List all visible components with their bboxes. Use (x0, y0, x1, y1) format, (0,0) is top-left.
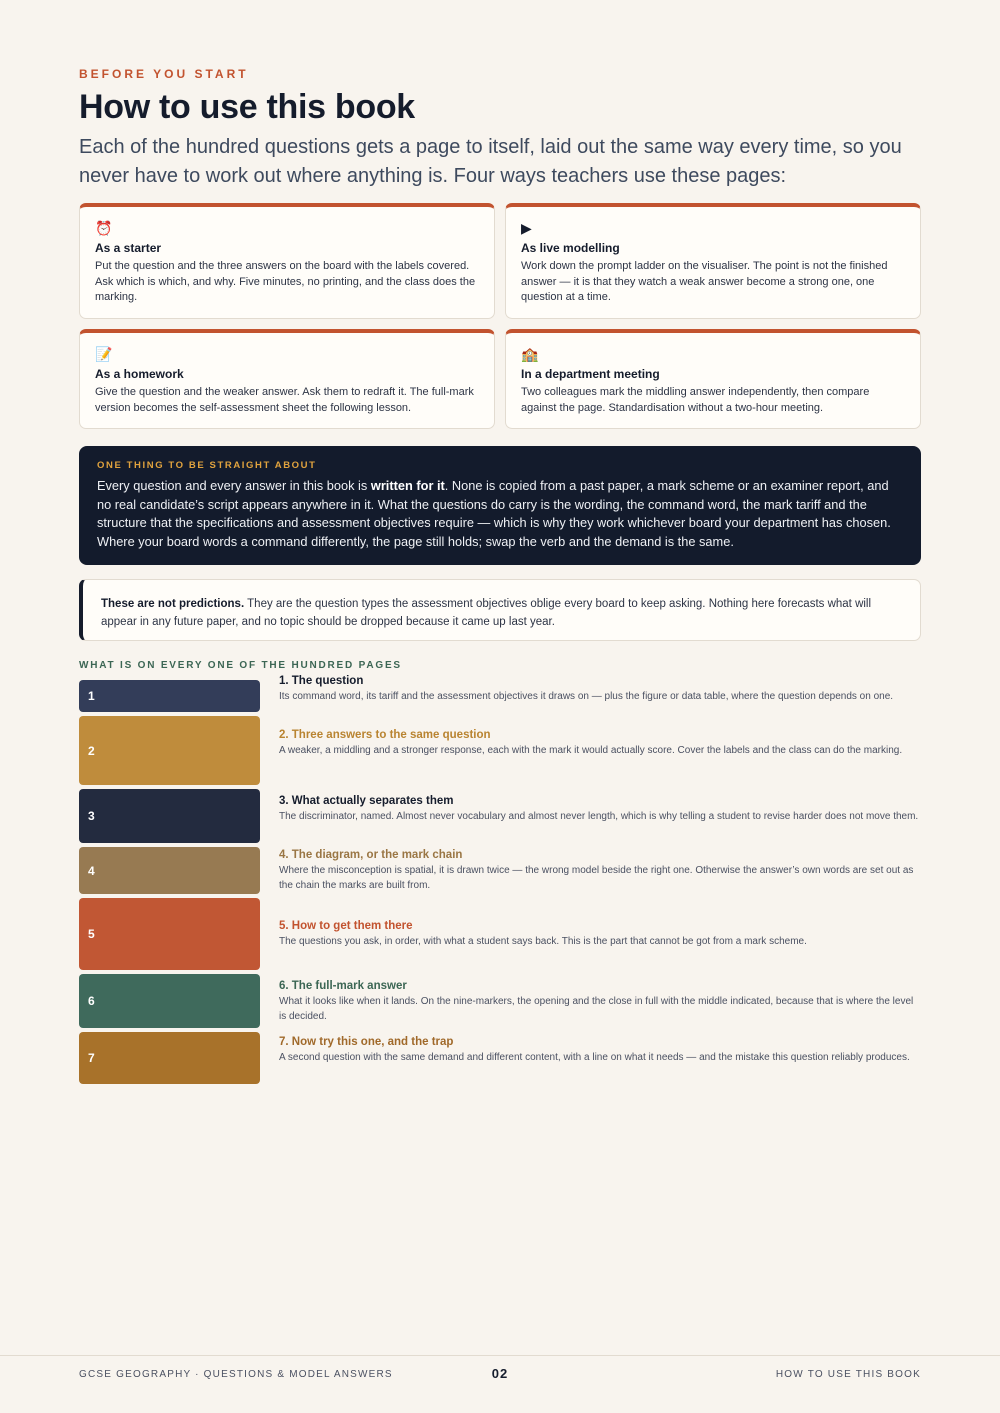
way-card-body: Two colleagues mark the middling answer independently, then compare against the page. Standardisation without a two-hour meeting. (521, 386, 870, 414)
section-bar-5: 5 (79, 898, 260, 970)
section-title: 4. The diagram, or the mark chain (279, 849, 463, 861)
way-card-title: As a homework (95, 367, 184, 381)
section-body: A second question with the same demand and different content, with a line on what it needs — and the mistake this question reliably produces. (279, 1052, 910, 1063)
section-body: The questions you ask, in order, with what a student says back. This is the part that cannot be got from a mark scheme. (279, 936, 807, 947)
way-card-body: Put the question and the three answers on the board with the labels covered. Ask which is which, and why. Five minutes, no printing, and the class does the marking. (95, 260, 476, 303)
footer-book-title: GCSE GEOGRAPHY · QUESTIONS & MODEL ANSWERS (79, 1369, 393, 1380)
section-kicker: BEFORE YOU START (79, 67, 249, 81)
way-card-title: As a starter (95, 241, 162, 255)
callout-text-start: Every question and every answer in this book is (97, 478, 371, 493)
way-card-title: As live modelling (521, 241, 620, 255)
way-card-homework (79, 329, 495, 429)
way-card-starter (79, 203, 495, 319)
callout-text-end: . None is copied from a past paper, a mark scheme or an examiner report, and no real candidate’s script appears anywhere in it. What the questions do carry is the wording, the command word, the mark tariff and the structure that the specifications and assessment objectives require — which is why they work whichever board your department has chosen. Where your board words a command differently, the page still holds; swap the verb and the demand is the same. (97, 478, 891, 549)
section-title: 6. The full-mark answer (279, 980, 407, 992)
section-body: The discriminator, named. Almost never vocabulary and almost never length, which is why telling a student to revise harder does not move them. (279, 811, 919, 822)
section-title: 2. Three answers to the same question (279, 729, 491, 741)
section-title: 5. How to get them there (279, 920, 413, 932)
way-card-department-meeting (505, 329, 921, 429)
way-card-live-modelling (505, 203, 921, 319)
section-bar-6: 6 (79, 974, 260, 1028)
section-bar-2: 2 (79, 716, 260, 785)
play-icon: ▶ (521, 220, 532, 236)
footer-rule (0, 1355, 1000, 1356)
section-title: 3. What actually separates them (279, 795, 454, 807)
section-body: Its command word, its tariff and the assessment objectives it draws on — plus the figure or data table, where the question depends on one. (279, 691, 894, 702)
note-emphasis: These are not predictions. (101, 598, 245, 610)
note-text: They are the question types the assessment objectives oblige every board to keep asking. Nothing here forecasts what will appear in any future paper, and no topic should be dropped because it came up last year. (101, 598, 872, 628)
way-card-body: Work down the prompt ladder on the visualiser. The point is not the finished answer — it is that they watch a weak answer become a strong one, one question at a time. (521, 260, 888, 303)
page-title: How to use this book (79, 88, 415, 126)
prediction-note (79, 579, 921, 641)
way-card-title: In a department meeting (521, 367, 660, 381)
school-icon: 🏫 (521, 346, 539, 362)
section-bar-7: 7 (79, 1032, 260, 1084)
section-title: 7. Now try this one, and the trap (279, 1036, 454, 1048)
callout-body (97, 477, 903, 551)
intro-text: Each of the hundred questions gets a page to itself, laid out the same way every time, so you never have to work out where anything is. Four ways teachers use these pages: (79, 136, 902, 187)
section-bar-4: 4 (79, 847, 260, 894)
page-number: 02 (491, 1366, 509, 1381)
memo-icon: 📝 (95, 346, 113, 362)
callout-kicker: ONE THING TO BE STRAIGHT ABOUT (97, 460, 317, 471)
alarm-clock-icon: ⏰ (95, 220, 113, 236)
callout-emphasis: written for it (370, 478, 445, 493)
footer-section-title: HOW TO USE THIS BOOK (775, 1369, 921, 1380)
section-title: 1. The question (279, 675, 364, 687)
section-body: Where the misconception is spatial, it is drawn twice — the wrong model beside the right one. Otherwise the answer’s own words are set out as the chain the marks are built from. (279, 865, 914, 891)
sections-label: WHAT IS ON EVERY ONE OF THE HUNDRED PAGES (79, 660, 402, 671)
section-body: What it looks like when it lands. On the nine-markers, the opening and the close in full with the middle indicated, because that is where the level is decided. (279, 996, 914, 1022)
way-card-body: Give the question and the weaker answer. Ask them to redraft it. The full-mark version becomes the self-assessment sheet the following lesson. (95, 386, 474, 414)
section-bar-3: 3 (79, 789, 260, 843)
section-body: A weaker, a middling and a stronger response, each with the mark it would actually score. Cover the labels and the class can do the marking. (279, 745, 903, 756)
section-bar-1: 1 (79, 680, 260, 712)
callout-box (79, 446, 921, 565)
